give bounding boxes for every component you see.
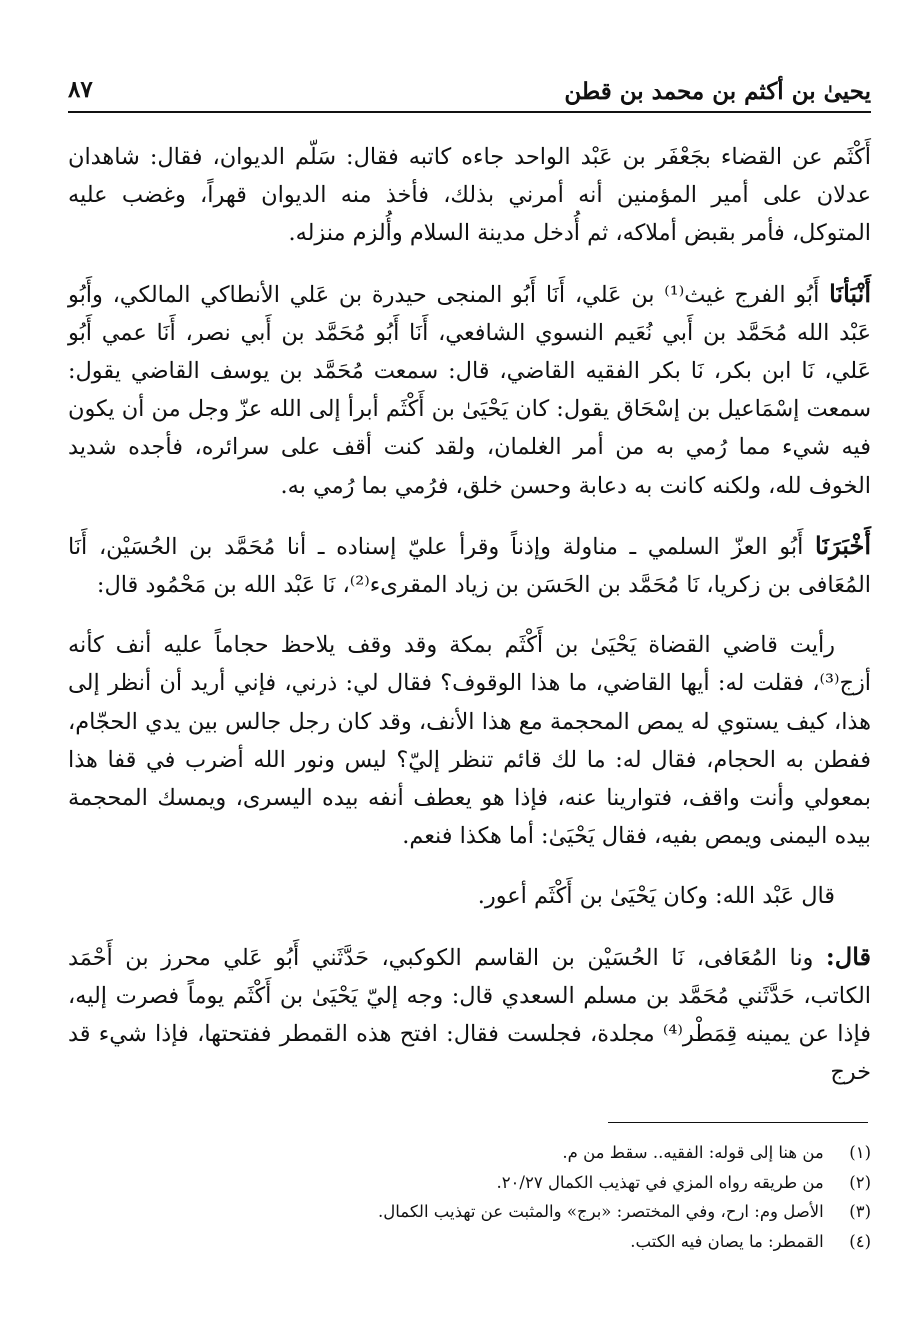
footnote-4 <box>68 1227 871 1257</box>
paragraph-4 <box>68 626 871 855</box>
footnote-text: القمطر: ما يصان فيه الكتب. <box>630 1232 824 1252</box>
footnote-number: (٤) <box>849 1232 871 1252</box>
running-head-title: يحيىٰ بن أكثم بن محمد بن قطن <box>564 78 871 105</box>
footnote-1 <box>68 1138 871 1168</box>
paragraph-text: أَبُو العزّ السلمي ـ مناولة وإذناً وقرأ عليّ إسناده ـ أنا مُحَمَّد بن الحُسَيْن، أَنَا المُعَافى بن زكريا، نَا مُحَمَّد بن الحَسَن بن زياد المقرىء⁽²⁾، نَا عَبْد الله بن مَحْمُود قال: <box>68 533 871 599</box>
footnote-number: (٣) <box>849 1202 871 1222</box>
page-header <box>68 66 871 106</box>
paragraph-2 <box>68 275 871 505</box>
footnotes <box>68 1138 871 1257</box>
paragraph-lead-word: أَخْبَرَنَا <box>815 530 872 560</box>
paragraph-text: رأيت قاضي القضاة يَحْيَىٰ بن أَكْثَم بمكة وقد وقف يلاحظ حجاماً عليه أنف كأنه أزج⁽³⁾، فقلت له: أيها القاضي، ما هذا الوقوف؟ فقال لي: ذرني، فإني أريد أن أنظر إلى هذا، كيف يستوي له يمص المحجمة مع هذا الأنف، وقد كان رجل جالس بين يدي الحجّام، ففطن به الحجام، فقال له: ما لك قائم تنظر إليّ؟ ليس ونور الله أضرب في قفا هذا بمعولي وأنت واقف، فتوارينا عنه، فإذا هو يعطف أنفه بيده اليسرى، ويمسك المحجمة بيده اليمنى ويمص بفيه، فقال يَحْيَىٰ: أما هكذا فنعم. <box>68 632 871 850</box>
footnote-number: (١) <box>849 1143 871 1162</box>
paragraph-text: أَبُو الفرج غيث⁽¹⁾ بن عَلي، أَنَا أَبُو المنجى حيدرة بن عَلي الأنطاكي المالكي، وأَبُو عَبْد الله مُحَمَّد بن أَبي نُعَيم النسوي الشافعي، أَنَا أَبُو مُحَمَّد بن أَبي نصر، أَنَا عمي أَبُو عَلي، نَا ابن بكر، نَا بكر الفقيه القاضي، قال: سمعت مُحَمَّد بن يوسف القاضي يقول: سمعت إسْمَاعيل بن إسْحَاق يقول: كان يَحْيَىٰ بن أَكْثَم أبرأ إلى الله عزّ وجل من أن يكون فيه شيء مما رُمي به من أمر الغلمان، ولقد كنت أقف على سرائره، فأجده شديد الخوف لله، ولكنه كانت به دعابة وحسن خلق، فرُمي بما رُمي به. <box>68 281 871 499</box>
footnote-text: الأصل وم: ارح، وفي المختصر: «برج» والمثبت عن تهذيب الكمال. <box>378 1202 824 1222</box>
page-number: ٨٧ <box>68 76 93 103</box>
paragraph-text: ونا المُعَافى، نَا الحُسَيْن بن القاسم الكوكبي، حَدَّثَني أَبُو عَلي محرز بن أَحْمَد الكاتب، حَدَّثَني مُحَمَّد بن مسلم السعدي قال: وجه إليّ يَحْيَىٰ بن أَكْثَم يوماً فصرت إليه، فإذا عن يمينه قِمَطْر⁽⁴⁾ مجلدة، فجلست فقال: افتح هذه القمطر ففتحتها، فإذا شيء قد خرج <box>68 944 871 1086</box>
footnote-text: من طريقه رواه المزي في تهذيب الكمال ٢٠/٢٧. <box>496 1172 824 1192</box>
paragraph-3 <box>68 527 871 604</box>
paragraph-5 <box>68 877 871 915</box>
main-text <box>68 138 871 1091</box>
footnote-2 <box>68 1168 871 1198</box>
footnote-number: (٢) <box>849 1172 871 1192</box>
footnote-rule <box>608 1122 868 1123</box>
paragraph-lead-word: قال: <box>825 941 871 971</box>
paragraph-text: أَكْثَم عن القضاء بجَعْفَر بن عَبْد الواحد جاءه كاتبه فقال: سَلّم الديوان، فقال: شاهدان عدلان على أمير المؤمنين أنه أمرني بذلك، فأخذ منه الديوان قهراً، وغضب عليه المتوكل، فأمر بقبض أملاكه، ثم أُدخل مدينة السلام وأُلزم منزله. <box>68 144 871 247</box>
paragraph-text: قال عَبْد الله: وكان يَحْيَىٰ بن أَكْثَم أعور. <box>477 883 835 910</box>
paragraph-1 <box>68 138 871 253</box>
paragraph-6 <box>68 938 871 1092</box>
footnote-text: من هنا إلى قوله: الفقيه.. سقط من م. <box>562 1143 824 1162</box>
header-rule <box>68 111 871 113</box>
footnote-3 <box>68 1197 871 1227</box>
paragraph-lead-word: أَنْبَأنَا <box>829 278 871 308</box>
